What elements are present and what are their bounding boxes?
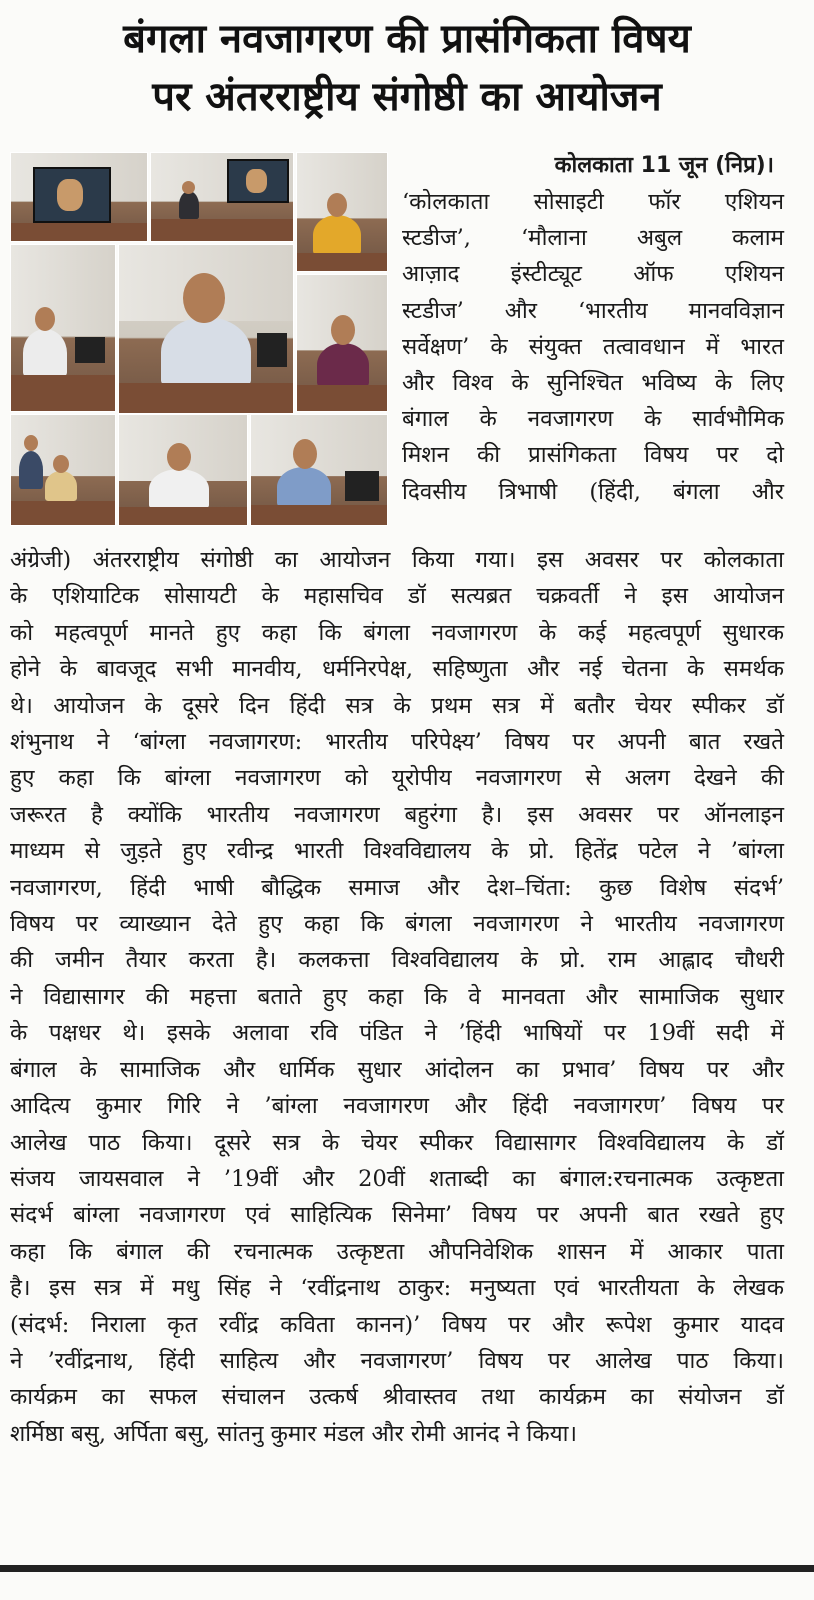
photo-main-speaker <box>118 244 294 414</box>
photo-two-men <box>10 414 116 526</box>
column-line: बंगाल के नवजागरण के सार्वभौमिक <box>402 406 784 433</box>
body-line: कार्यक्रम का सफल संचालन उत्कर्ष श्रीवास्तव तथा कार्यक्रम का संयोजन डॉ <box>10 1384 784 1411</box>
body-line: नवजागरण, हिंदी भाषी बौद्धिक समाज और देश–चिंता: कुछ विशेष संदर्भ’ <box>10 874 784 901</box>
body-line: कहा कि बंगाल की रचनात्मक उत्कृष्टता औपनिवेशिक शासन में आकार पाता <box>10 1238 784 1265</box>
body-line: संजय जायसवाल ने ’19वीं और 20वीं शताब्दी का बंगाल:रचनात्मक उत्कृष्टता <box>10 1165 784 1192</box>
body-line: माध्यम से जुड़ते हुए रवीन्द्र भारती विश्वविद्यालय के प्रो. हितेंद्र पटेल ने ’बांग्ला <box>10 838 784 865</box>
photo-man-white <box>118 414 248 526</box>
body-line: होने के बावजूद सभी मानवीय, धर्मनिरपेक्ष, सहिष्णुता और नई चेतना के समर्थक <box>10 656 784 683</box>
headline-line-1: बंगला नवजागरण की प्रासंगिकता विषय <box>123 16 691 62</box>
column-line: ‘कोलकाता सोसाइटी फॉर एशियन <box>402 189 784 215</box>
article-body <box>10 542 784 1452</box>
photo-speaker-left <box>10 244 116 412</box>
photo-speaker-yellow <box>296 152 388 272</box>
body-line: अंग्रेजी) अंतरराष्ट्रीय संगोष्ठी का आयोजन किया गया। इस अवसर पर कोलकाता <box>10 547 784 573</box>
body-line: ने विद्यासागर की महत्ता बताते हुए कहा कि वे मानवता और सामाजिक सुधार <box>10 983 784 1010</box>
body-line: के एशियाटिक सोसायटी के महासचिव डॉ सत्यब्रत चक्रवर्ती ने इस आयोजन <box>10 583 784 610</box>
dateline: कोलकाता 11 जून (निप्र)। <box>554 153 774 178</box>
body-line: संदर्भ बांग्ला नवजागरण एवं साहित्यिक सिनेमा’ विषय पर अपनी बात रखते हुए <box>10 1202 784 1229</box>
body-line: आदित्य कुमार गिरि ने ’बांग्ला नवजागरण और हिंदी नवजागरण’ विषय पर <box>10 1093 784 1120</box>
photo-video-call <box>10 152 148 242</box>
column-line: सर्वेक्षण’ के संयुक्त तत्वावधान में भारत <box>402 333 784 360</box>
body-line: आलेख पाठ किया। दूसरे सत्र के चेयर स्पीकर विद्यासागर विश्वविद्यालय के डॉ <box>10 1129 784 1156</box>
body-line: थे। आयोजन के दूसरे दिन हिंदी सत्र के प्रथम सत्र में बतौर चेयर स्पीकर डॉ <box>10 692 784 719</box>
body-line: बंगाल के सामाजिक और धार्मिक सुधार आंदोलन का प्रभाव’ विषय पर और <box>10 1056 784 1083</box>
body-line: हुए कहा कि बांग्ला नवजागरण को यूरोपीय नवजागरण से अलग देखने की <box>10 765 784 792</box>
column-line: आज़ाद इंस्टीट्यूट ऑफ एशियन <box>402 261 784 288</box>
body-line: ने ’रवींद्रनाथ, हिंदी साहित्य और नवजागरण’ विषय पर आलेख पाठ किया। <box>10 1347 784 1374</box>
photo-room-screen <box>150 152 294 242</box>
column-line: दिवसीय त्रिभाषी (हिंदी, बंगला और <box>402 478 784 505</box>
photo-woman-speaker <box>296 274 388 412</box>
bottom-rule <box>0 1565 814 1572</box>
body-line: शर्मिष्ठा बसु, अर्पिता बसु, सांतनु कुमार मंडल और रोमी आनंद ने किया। <box>10 1420 578 1447</box>
column-line: मिशन की प्रासंगिकता विषय पर दो <box>402 442 784 469</box>
body-line: को महत्वपूर्ण मानते हुए कहा कि बंगला नवजागरण के कई महत्वपूर्ण सुधारक <box>10 619 784 646</box>
body-line: जरूरत है क्योंकि भारतीय नवजागरण बहुरंगा है। इस अवसर पर ऑनलाइन <box>10 801 784 828</box>
body-line: (संदर्भ: निराला कृत रवींद्र कविता कानन)’ विषय पर और रूपेश कुमार यादव <box>10 1311 784 1338</box>
body-line: के पक्षधर थे। इसके अलावा रवि पंडित ने ’हिंदी भाषियों पर 19वीं सदी में <box>10 1020 784 1047</box>
body-line: शंभुनाथ ने ‘बांग्ला नवजागरण: भारतीय परिपेक्ष्य’ विषय पर अपनी बात रखते <box>10 729 784 756</box>
photo-man-blue <box>250 414 388 526</box>
column-line: स्टडीज’ और ‘भारतीय मानवविज्ञान <box>402 297 784 324</box>
headline-line-2: पर अंतरराष्ट्रीय संगोष्ठी का आयोजन <box>152 74 662 120</box>
body-line: विषय पर व्याख्यान देते हुए कहा कि बंगला नवजागरण ने भारतीय नवजागरण <box>10 911 784 938</box>
body-line: है। इस सत्र में मधु सिंह ने ‘रवींद्रनाथ ठाकुर: मनुष्यता एवं भारतीयता के लेखक <box>10 1275 784 1302</box>
body-line: की जमीन तैयार करता है। कलकत्ता विश्वविद्यालय के प्रो. राम आह्लाद चौधरी <box>10 947 784 974</box>
side-column-text <box>402 184 784 510</box>
column-line: और विश्व के सुनिश्चित भविष्य के लिए <box>402 370 784 397</box>
headline <box>0 10 814 126</box>
photo-collage <box>10 152 386 534</box>
column-line: स्टडीज’, ‘मौलाना अबुल कलाम <box>402 225 784 252</box>
